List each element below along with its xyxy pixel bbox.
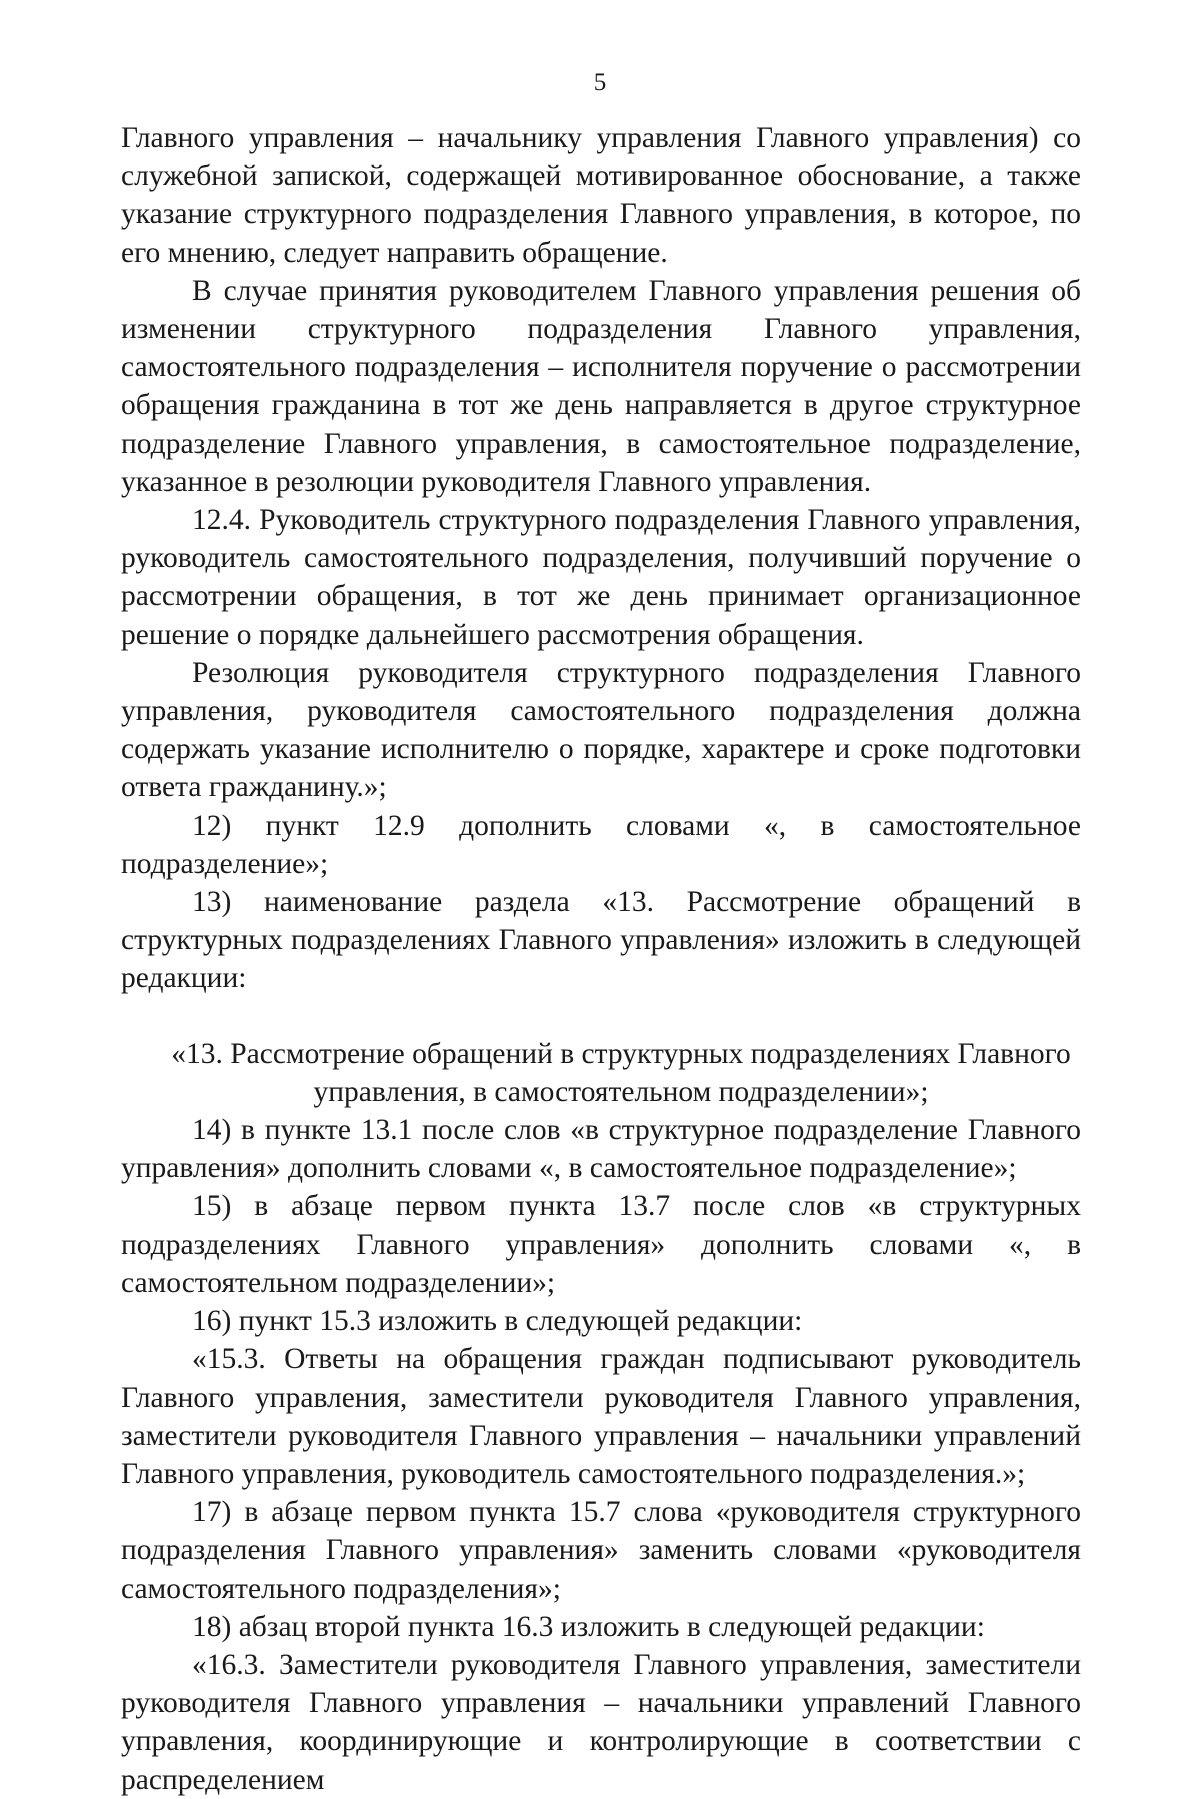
paragraph: 14) в пункте 13.1 после слов «в структурное подразделение Главного управления» дополнить словами «, в самостоятельное подразделение»; (121, 1114, 1081, 1185)
paragraph: 13) наименование раздела «13. Рассмотрение обращений в структурных подразделениях Главного управления» изложить в следующей редакции: (121, 886, 1081, 995)
paragraph: 16) пункт 15.3 изложить в следующей редакции: (192, 1305, 803, 1338)
page-number: 5 (593, 69, 607, 96)
paragraph: «15.3. Ответы на обращения граждан подписывают руководитель Главного управления, заместители руководителя Главного управления, заместители руководителя Главного управления – начальники управлений Главного управления, руководитель самостоятельного подразделения.»; (121, 1343, 1081, 1490)
paragraph: 15) в абзаце первом пункта 13.7 после слов «в структурных подразделениях Главного управления» дополнить словами «, в самостоятельном подразделении»; (121, 1190, 1081, 1299)
paragraph: 12.4. Руководитель структурного подразделения Главного управления, руководитель самостоятельного подразделения, получивший поручение о рассмотрении обращения, в тот же день принимает организационное решение о порядке дальнейшего рассмотрения обращения. (121, 504, 1081, 651)
paragraph: Резолюция руководителя структурного подразделения Главного управления, руководителя самостоятельного подразделения должна содержать указание исполнителю о порядке, характере и сроке подготовки ответа гражданину.»; (121, 656, 1081, 804)
paragraph: 12) пункт 12.9 дополнить словами «, в самостоятельное подразделение»; (121, 809, 1081, 880)
section-heading (121, 1035, 1081, 1111)
document-body (121, 119, 1081, 1799)
paragraph-continuation: Главного управления – начальнику управления Главного управления) со служебной запиской, содержащей мотивированное обоснование, а также указание структурного подразделения Главного управления, в которое, по его мнению, следует направить обращение. (121, 122, 1081, 269)
paragraph: 18) абзац второй пункта 16.3 изложить в следующей редакции: (192, 1610, 985, 1643)
paragraph: В случае принятия руководителем Главного управления решения об изменении структурного подразделения Главного управления, самостоятельного подразделения – исполнителя поручение о рассмотрении обращения гражданина в тот же день направляется в другое структурное подразделение Главного управления, в самостоятельное подразделение, указанное в резолюции руководителя Главного управления. (121, 274, 1081, 498)
section-heading-line: управления, в самостоятельном подразделении»; (313, 1075, 929, 1108)
section-heading-line: «13. Рассмотрение обращений в структурных подразделениях Главного (171, 1037, 1071, 1070)
paragraph: 17) в абзаце первом пункта 15.7 слова «руководителя структурного подразделения Главного управления» заменить словами «руководителя самостоятельного подразделения»; (121, 1496, 1081, 1605)
paragraph: «16.3. Заместители руководителя Главного управления, заместители руководителя Главного управления – начальники управлений Главного управления, координирующие и контролирующие в соответствии с распределением (121, 1648, 1081, 1796)
